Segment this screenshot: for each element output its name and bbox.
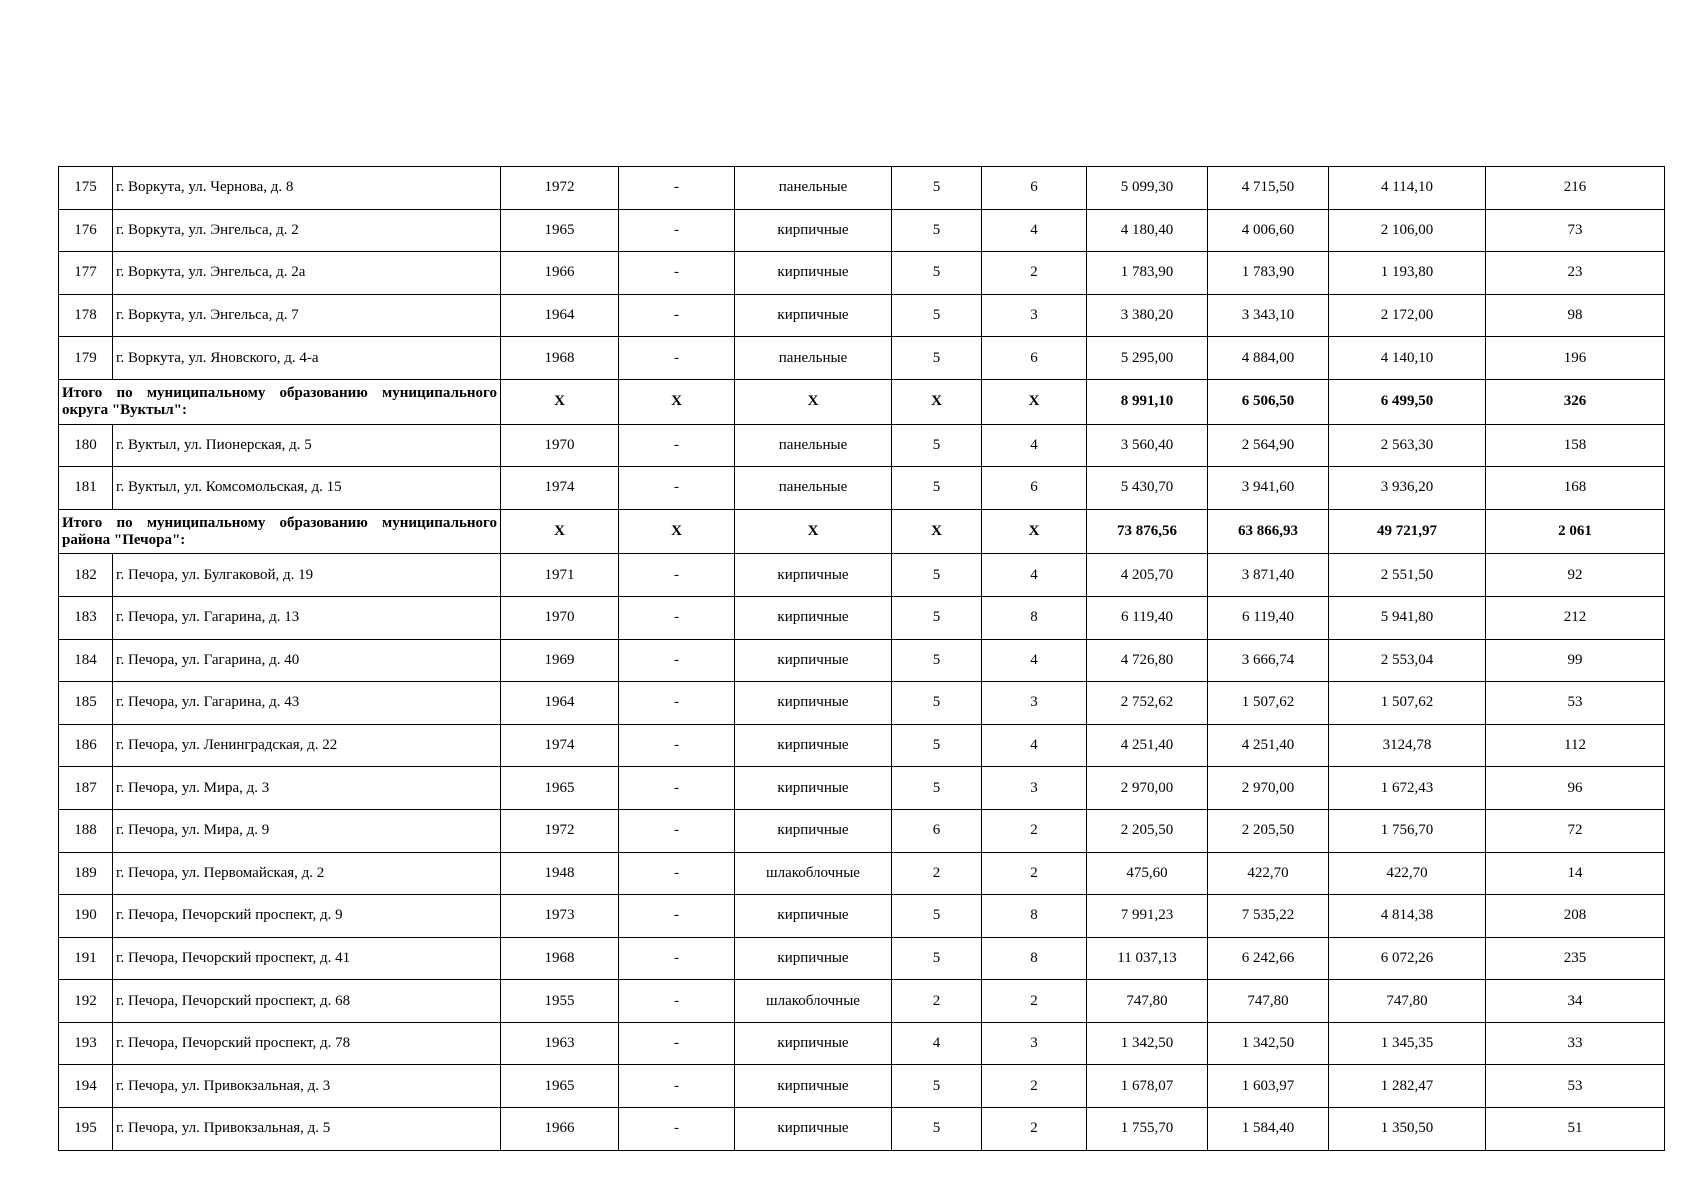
floors-cell: 5 bbox=[892, 424, 982, 467]
entrances-cell: 4 bbox=[982, 724, 1087, 767]
column-4-cell: - bbox=[619, 596, 735, 639]
address-cell: г. Воркута, ул. Энгельса, д. 2а bbox=[113, 252, 501, 295]
area-2-cell: 6 506,50 bbox=[1208, 379, 1329, 424]
area-2-cell: 3 871,40 bbox=[1208, 554, 1329, 597]
area-2-cell: 1 603,97 bbox=[1208, 1065, 1329, 1108]
address-cell: г. Печора, ул. Булгаковой, д. 19 bbox=[113, 554, 501, 597]
table-body bbox=[59, 167, 1665, 1151]
address-cell: г. Печора, ул. Ленинградская, д. 22 bbox=[113, 724, 501, 767]
total-area-cell: 4 180,40 bbox=[1087, 209, 1208, 252]
entrances-cell: 2 bbox=[982, 252, 1087, 295]
area-2-cell: 7 535,22 bbox=[1208, 895, 1329, 938]
residents-cell: 53 bbox=[1486, 682, 1665, 725]
table-row bbox=[59, 852, 1665, 895]
row-number-cell: 191 bbox=[59, 937, 113, 980]
floors-cell: 5 bbox=[892, 294, 982, 337]
address-cell: г. Печора, ул. Мира, д. 9 bbox=[113, 809, 501, 852]
table-row bbox=[59, 424, 1665, 467]
area-3-cell: 4 140,10 bbox=[1329, 337, 1486, 380]
floors-cell: 5 bbox=[892, 767, 982, 810]
residents-cell: 112 bbox=[1486, 724, 1665, 767]
column-4-cell: - bbox=[619, 767, 735, 810]
entrances-cell: 6 bbox=[982, 467, 1087, 510]
residents-cell: 2 061 bbox=[1486, 509, 1665, 554]
area-3-cell: 4 114,10 bbox=[1329, 167, 1486, 210]
wall-material-cell: кирпичные bbox=[735, 895, 892, 938]
area-2-cell: 4 884,00 bbox=[1208, 337, 1329, 380]
area-3-cell: 422,70 bbox=[1329, 852, 1486, 895]
wall-material-cell: кирпичные bbox=[735, 767, 892, 810]
column-4-cell: - bbox=[619, 467, 735, 510]
row-number-cell: 186 bbox=[59, 724, 113, 767]
column-4-cell: - bbox=[619, 337, 735, 380]
subtotal-row bbox=[59, 379, 1665, 424]
total-area-cell: 2 752,62 bbox=[1087, 682, 1208, 725]
row-number-cell: 189 bbox=[59, 852, 113, 895]
column-4-cell: - bbox=[619, 1065, 735, 1108]
address-cell: г. Печора, ул. Привокзальная, д. 5 bbox=[113, 1108, 501, 1151]
wall-material-cell: кирпичные bbox=[735, 1108, 892, 1151]
entrances-cell: 3 bbox=[982, 1022, 1087, 1065]
floors-cell: 5 bbox=[892, 1108, 982, 1151]
table-row bbox=[59, 252, 1665, 295]
floors-cell: 2 bbox=[892, 980, 982, 1023]
table-row bbox=[59, 682, 1665, 725]
area-2-cell: 6 242,66 bbox=[1208, 937, 1329, 980]
build-year-cell: 1973 bbox=[501, 895, 619, 938]
address-cell: г. Воркута, ул. Энгельса, д. 2 bbox=[113, 209, 501, 252]
build-year-cell: 1964 bbox=[501, 294, 619, 337]
address-cell: г. Печора, ул. Гагарина, д. 13 bbox=[113, 596, 501, 639]
total-area-cell: 3 380,20 bbox=[1087, 294, 1208, 337]
total-area-cell: 5 430,70 bbox=[1087, 467, 1208, 510]
row-number-cell: 193 bbox=[59, 1022, 113, 1065]
wall-material-cell: кирпичные bbox=[735, 937, 892, 980]
entrances-cell: 2 bbox=[982, 1065, 1087, 1108]
entrances-cell: 3 bbox=[982, 294, 1087, 337]
area-3-cell: 6 499,50 bbox=[1329, 379, 1486, 424]
total-area-cell: 1 342,50 bbox=[1087, 1022, 1208, 1065]
wall-material-cell: панельные bbox=[735, 467, 892, 510]
area-2-cell: 1 507,62 bbox=[1208, 682, 1329, 725]
floors-cell: Х bbox=[892, 509, 982, 554]
column-4-cell: - bbox=[619, 937, 735, 980]
wall-material-cell: кирпичные bbox=[735, 724, 892, 767]
residents-cell: 216 bbox=[1486, 167, 1665, 210]
column-4-cell: - bbox=[619, 724, 735, 767]
table-row bbox=[59, 167, 1665, 210]
column-4-cell: - bbox=[619, 554, 735, 597]
column-4-cell: - bbox=[619, 682, 735, 725]
build-year-cell: 1974 bbox=[501, 467, 619, 510]
row-number-cell: 178 bbox=[59, 294, 113, 337]
residents-cell: 72 bbox=[1486, 809, 1665, 852]
floors-cell: 5 bbox=[892, 467, 982, 510]
residents-cell: 96 bbox=[1486, 767, 1665, 810]
table-row bbox=[59, 467, 1665, 510]
area-2-cell: 4 715,50 bbox=[1208, 167, 1329, 210]
area-2-cell: 1 783,90 bbox=[1208, 252, 1329, 295]
subtotal-label: Итого по муниципальному образованию муниципального района "Печора": bbox=[59, 509, 501, 554]
row-number-cell: 179 bbox=[59, 337, 113, 380]
table-row bbox=[59, 554, 1665, 597]
residents-cell: 23 bbox=[1486, 252, 1665, 295]
column-4-cell: - bbox=[619, 1108, 735, 1151]
address-cell: г. Печора, ул. Первомайская, д. 2 bbox=[113, 852, 501, 895]
address-cell: г. Печора, Печорский проспект, д. 78 bbox=[113, 1022, 501, 1065]
row-number-cell: 175 bbox=[59, 167, 113, 210]
total-area-cell: 4 726,80 bbox=[1087, 639, 1208, 682]
residents-cell: 235 bbox=[1486, 937, 1665, 980]
total-area-cell: 5 295,00 bbox=[1087, 337, 1208, 380]
row-number-cell: 181 bbox=[59, 467, 113, 510]
total-area-cell: 2 970,00 bbox=[1087, 767, 1208, 810]
area-2-cell: 2 564,90 bbox=[1208, 424, 1329, 467]
wall-material-cell: кирпичные bbox=[735, 294, 892, 337]
floors-cell: 5 bbox=[892, 167, 982, 210]
entrances-cell: 3 bbox=[982, 767, 1087, 810]
table-row bbox=[59, 1065, 1665, 1108]
total-area-cell: 475,60 bbox=[1087, 852, 1208, 895]
build-year-cell: 1963 bbox=[501, 1022, 619, 1065]
column-4-cell: - bbox=[619, 1022, 735, 1065]
entrances-cell: 3 bbox=[982, 682, 1087, 725]
address-cell: г. Печора, ул. Привокзальная, д. 3 bbox=[113, 1065, 501, 1108]
build-year-cell: 1972 bbox=[501, 809, 619, 852]
entrances-cell: 6 bbox=[982, 337, 1087, 380]
area-2-cell: 422,70 bbox=[1208, 852, 1329, 895]
address-cell: г. Печора, Печорский проспект, д. 9 bbox=[113, 895, 501, 938]
address-cell: г. Печора, Печорский проспект, д. 41 bbox=[113, 937, 501, 980]
total-area-cell: 2 205,50 bbox=[1087, 809, 1208, 852]
address-cell: г. Вуктыл, ул. Комсомольская, д. 15 bbox=[113, 467, 501, 510]
floors-cell: 6 bbox=[892, 809, 982, 852]
table-row bbox=[59, 294, 1665, 337]
area-2-cell: 4 006,60 bbox=[1208, 209, 1329, 252]
area-3-cell: 1 282,47 bbox=[1329, 1065, 1486, 1108]
build-year-cell: 1966 bbox=[501, 1108, 619, 1151]
table-row bbox=[59, 895, 1665, 938]
area-3-cell: 6 072,26 bbox=[1329, 937, 1486, 980]
floors-cell: 5 bbox=[892, 937, 982, 980]
area-3-cell: 2 551,50 bbox=[1329, 554, 1486, 597]
column-4-cell: - bbox=[619, 209, 735, 252]
row-number-cell: 176 bbox=[59, 209, 113, 252]
area-3-cell: 2 172,00 bbox=[1329, 294, 1486, 337]
column-4-cell: - bbox=[619, 639, 735, 682]
area-3-cell: 1 350,50 bbox=[1329, 1108, 1486, 1151]
entrances-cell: 6 bbox=[982, 167, 1087, 210]
total-area-cell: 1 678,07 bbox=[1087, 1065, 1208, 1108]
wall-material-cell: кирпичные bbox=[735, 1022, 892, 1065]
build-year-cell: Х bbox=[501, 509, 619, 554]
total-area-cell: 6 119,40 bbox=[1087, 596, 1208, 639]
entrances-cell: 8 bbox=[982, 596, 1087, 639]
entrances-cell: Х bbox=[982, 509, 1087, 554]
area-3-cell: 3 936,20 bbox=[1329, 467, 1486, 510]
address-cell: г. Печора, ул. Гагарина, д. 43 bbox=[113, 682, 501, 725]
row-number-cell: 180 bbox=[59, 424, 113, 467]
address-cell: г. Воркута, ул. Чернова, д. 8 bbox=[113, 167, 501, 210]
area-2-cell: 4 251,40 bbox=[1208, 724, 1329, 767]
wall-material-cell: кирпичные bbox=[735, 596, 892, 639]
residents-cell: 53 bbox=[1486, 1065, 1665, 1108]
total-area-cell: 1 783,90 bbox=[1087, 252, 1208, 295]
residents-cell: 326 bbox=[1486, 379, 1665, 424]
area-2-cell: 747,80 bbox=[1208, 980, 1329, 1023]
area-3-cell: 2 553,04 bbox=[1329, 639, 1486, 682]
entrances-cell: 8 bbox=[982, 937, 1087, 980]
address-cell: г. Воркута, ул. Яновского, д. 4-а bbox=[113, 337, 501, 380]
area-3-cell: 747,80 bbox=[1329, 980, 1486, 1023]
column-4-cell: - bbox=[619, 252, 735, 295]
table-row bbox=[59, 209, 1665, 252]
column-4-cell: - bbox=[619, 980, 735, 1023]
area-2-cell: 63 866,93 bbox=[1208, 509, 1329, 554]
row-number-cell: 185 bbox=[59, 682, 113, 725]
floors-cell: 5 bbox=[892, 1065, 982, 1108]
residents-cell: 33 bbox=[1486, 1022, 1665, 1065]
column-4-cell: - bbox=[619, 809, 735, 852]
floors-cell: 2 bbox=[892, 852, 982, 895]
build-year-cell: 1970 bbox=[501, 424, 619, 467]
area-3-cell: 1 193,80 bbox=[1329, 252, 1486, 295]
build-year-cell: 1972 bbox=[501, 167, 619, 210]
entrances-cell: 4 bbox=[982, 639, 1087, 682]
residents-cell: 212 bbox=[1486, 596, 1665, 639]
wall-material-cell: шлакоблочные bbox=[735, 980, 892, 1023]
area-2-cell: 2 205,50 bbox=[1208, 809, 1329, 852]
build-year-cell: 1965 bbox=[501, 209, 619, 252]
table-row bbox=[59, 1022, 1665, 1065]
row-number-cell: 192 bbox=[59, 980, 113, 1023]
table-row bbox=[59, 937, 1665, 980]
build-year-cell: 1974 bbox=[501, 724, 619, 767]
total-area-cell: 1 755,70 bbox=[1087, 1108, 1208, 1151]
total-area-cell: 73 876,56 bbox=[1087, 509, 1208, 554]
wall-material-cell: Х bbox=[735, 509, 892, 554]
table-row bbox=[59, 724, 1665, 767]
address-cell: г. Воркута, ул. Энгельса, д. 7 bbox=[113, 294, 501, 337]
column-4-cell: - bbox=[619, 294, 735, 337]
residents-cell: 98 bbox=[1486, 294, 1665, 337]
build-year-cell: 1971 bbox=[501, 554, 619, 597]
wall-material-cell: панельные bbox=[735, 337, 892, 380]
area-2-cell: 3 666,74 bbox=[1208, 639, 1329, 682]
table-row bbox=[59, 337, 1665, 380]
residents-cell: 92 bbox=[1486, 554, 1665, 597]
table-row bbox=[59, 767, 1665, 810]
build-year-cell: 1948 bbox=[501, 852, 619, 895]
build-year-cell: 1965 bbox=[501, 1065, 619, 1108]
build-year-cell: 1970 bbox=[501, 596, 619, 639]
total-area-cell: 5 099,30 bbox=[1087, 167, 1208, 210]
column-4-cell: Х bbox=[619, 509, 735, 554]
column-4-cell: - bbox=[619, 167, 735, 210]
floors-cell: 5 bbox=[892, 554, 982, 597]
address-cell: г. Печора, ул. Гагарина, д. 40 bbox=[113, 639, 501, 682]
area-3-cell: 2 106,00 bbox=[1329, 209, 1486, 252]
floors-cell: 4 bbox=[892, 1022, 982, 1065]
entrances-cell: Х bbox=[982, 379, 1087, 424]
build-year-cell: 1968 bbox=[501, 337, 619, 380]
wall-material-cell: кирпичные bbox=[735, 252, 892, 295]
entrances-cell: 4 bbox=[982, 209, 1087, 252]
residents-cell: 99 bbox=[1486, 639, 1665, 682]
area-2-cell: 1 584,40 bbox=[1208, 1108, 1329, 1151]
residents-cell: 34 bbox=[1486, 980, 1665, 1023]
wall-material-cell: шлакоблочные bbox=[735, 852, 892, 895]
subtotal-row bbox=[59, 509, 1665, 554]
entrances-cell: 4 bbox=[982, 424, 1087, 467]
build-year-cell: Х bbox=[501, 379, 619, 424]
wall-material-cell: панельные bbox=[735, 424, 892, 467]
residents-cell: 208 bbox=[1486, 895, 1665, 938]
row-number-cell: 177 bbox=[59, 252, 113, 295]
residents-cell: 196 bbox=[1486, 337, 1665, 380]
floors-cell: Х bbox=[892, 379, 982, 424]
build-year-cell: 1969 bbox=[501, 639, 619, 682]
area-3-cell: 4 814,38 bbox=[1329, 895, 1486, 938]
row-number-cell: 188 bbox=[59, 809, 113, 852]
area-3-cell: 1 507,62 bbox=[1329, 682, 1486, 725]
wall-material-cell: панельные bbox=[735, 167, 892, 210]
build-year-cell: 1965 bbox=[501, 767, 619, 810]
column-4-cell: - bbox=[619, 424, 735, 467]
table-row bbox=[59, 596, 1665, 639]
floors-cell: 5 bbox=[892, 895, 982, 938]
row-number-cell: 183 bbox=[59, 596, 113, 639]
area-2-cell: 3 343,10 bbox=[1208, 294, 1329, 337]
area-3-cell: 2 563,30 bbox=[1329, 424, 1486, 467]
floors-cell: 5 bbox=[892, 337, 982, 380]
row-number-cell: 195 bbox=[59, 1108, 113, 1151]
build-year-cell: 1964 bbox=[501, 682, 619, 725]
address-cell: г. Вуктыл, ул. Пионерская, д. 5 bbox=[113, 424, 501, 467]
total-area-cell: 4 251,40 bbox=[1087, 724, 1208, 767]
row-number-cell: 182 bbox=[59, 554, 113, 597]
area-2-cell: 6 119,40 bbox=[1208, 596, 1329, 639]
wall-material-cell: кирпичные bbox=[735, 209, 892, 252]
entrances-cell: 2 bbox=[982, 809, 1087, 852]
total-area-cell: 747,80 bbox=[1087, 980, 1208, 1023]
wall-material-cell: кирпичные bbox=[735, 1065, 892, 1108]
area-2-cell: 1 342,50 bbox=[1208, 1022, 1329, 1065]
area-3-cell: 49 721,97 bbox=[1329, 509, 1486, 554]
wall-material-cell: кирпичные bbox=[735, 809, 892, 852]
residents-cell: 51 bbox=[1486, 1108, 1665, 1151]
residents-cell: 73 bbox=[1486, 209, 1665, 252]
housing-registry-table bbox=[58, 166, 1665, 1151]
total-area-cell: 7 991,23 bbox=[1087, 895, 1208, 938]
area-2-cell: 2 970,00 bbox=[1208, 767, 1329, 810]
table-row bbox=[59, 809, 1665, 852]
column-4-cell: Х bbox=[619, 379, 735, 424]
floors-cell: 5 bbox=[892, 724, 982, 767]
table-row bbox=[59, 980, 1665, 1023]
area-3-cell: 5 941,80 bbox=[1329, 596, 1486, 639]
row-number-cell: 190 bbox=[59, 895, 113, 938]
residents-cell: 14 bbox=[1486, 852, 1665, 895]
area-3-cell: 3124,78 bbox=[1329, 724, 1486, 767]
area-3-cell: 1 756,70 bbox=[1329, 809, 1486, 852]
table-row bbox=[59, 639, 1665, 682]
entrances-cell: 2 bbox=[982, 852, 1087, 895]
residents-cell: 168 bbox=[1486, 467, 1665, 510]
floors-cell: 5 bbox=[892, 596, 982, 639]
area-3-cell: 1 345,35 bbox=[1329, 1022, 1486, 1065]
row-number-cell: 187 bbox=[59, 767, 113, 810]
floors-cell: 5 bbox=[892, 682, 982, 725]
wall-material-cell: Х bbox=[735, 379, 892, 424]
residents-cell: 158 bbox=[1486, 424, 1665, 467]
total-area-cell: 11 037,13 bbox=[1087, 937, 1208, 980]
build-year-cell: 1968 bbox=[501, 937, 619, 980]
total-area-cell: 8 991,10 bbox=[1087, 379, 1208, 424]
address-cell: г. Печора, Печорский проспект, д. 68 bbox=[113, 980, 501, 1023]
row-number-cell: 184 bbox=[59, 639, 113, 682]
area-2-cell: 3 941,60 bbox=[1208, 467, 1329, 510]
address-cell: г. Печора, ул. Мира, д. 3 bbox=[113, 767, 501, 810]
build-year-cell: 1955 bbox=[501, 980, 619, 1023]
build-year-cell: 1966 bbox=[501, 252, 619, 295]
wall-material-cell: кирпичные bbox=[735, 639, 892, 682]
row-number-cell: 194 bbox=[59, 1065, 113, 1108]
floors-cell: 5 bbox=[892, 639, 982, 682]
area-3-cell: 1 672,43 bbox=[1329, 767, 1486, 810]
wall-material-cell: кирпичные bbox=[735, 554, 892, 597]
total-area-cell: 3 560,40 bbox=[1087, 424, 1208, 467]
entrances-cell: 2 bbox=[982, 1108, 1087, 1151]
total-area-cell: 4 205,70 bbox=[1087, 554, 1208, 597]
entrances-cell: 8 bbox=[982, 895, 1087, 938]
table-row bbox=[59, 1108, 1665, 1151]
column-4-cell: - bbox=[619, 852, 735, 895]
column-4-cell: - bbox=[619, 895, 735, 938]
entrances-cell: 2 bbox=[982, 980, 1087, 1023]
floors-cell: 5 bbox=[892, 209, 982, 252]
floors-cell: 5 bbox=[892, 252, 982, 295]
entrances-cell: 4 bbox=[982, 554, 1087, 597]
subtotal-label: Итого по муниципальному образованию муниципального округа "Вуктыл": bbox=[59, 379, 501, 424]
wall-material-cell: кирпичные bbox=[735, 682, 892, 725]
